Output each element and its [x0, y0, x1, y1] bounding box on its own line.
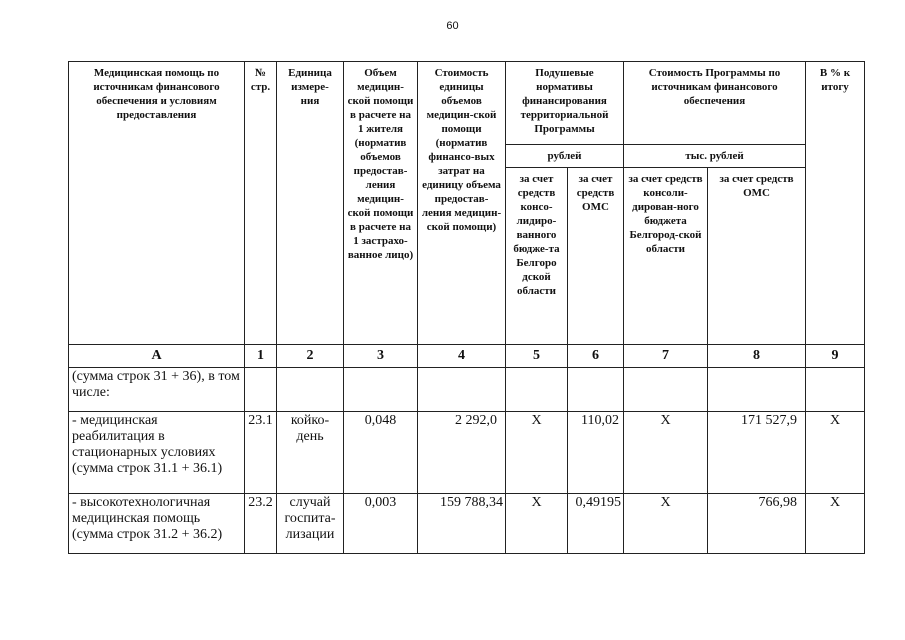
row-name: (сумма строк 31 + 36), в том числе:: [69, 368, 245, 412]
header-col-3: Объем медицин-ской помощи в расчете на 1 жителя (норматив объемов предостав-ления медицин-ской помощи в расчете на 1 застрахо-ванное лицо): [344, 62, 418, 345]
column-number: 4: [418, 345, 506, 368]
column-number: 3: [344, 345, 418, 368]
table-row: [69, 368, 865, 412]
header-col-5: за счет средств консо-лидиро-ванного бюдже-та Белгоро дской области: [506, 168, 568, 345]
header-col-7: за счет средств консоли-дирован-ного бюджета Белгород-ской области: [624, 168, 708, 345]
row-total-budget: Х: [624, 412, 708, 494]
header-col-6: за счет средств ОМС: [568, 168, 624, 345]
header-col-a: Медицинская помощь по источникам финансового обеспечения и условиям предоставления: [69, 62, 245, 345]
row-line-number: 23.1: [245, 412, 277, 494]
header-col-8: за счет средств ОМС: [708, 168, 806, 345]
row-volume: 0,003: [344, 494, 418, 554]
row-volume: [344, 368, 418, 412]
header-col-1: № стр.: [245, 62, 277, 345]
row-percent: Х: [806, 494, 865, 554]
row-total-budget: Х: [624, 494, 708, 554]
row-per-capita-oms: 110,02: [568, 412, 624, 494]
row-per-capita-budget: Х: [506, 494, 568, 554]
row-percent: [806, 368, 865, 412]
row-name: - медицинская реабилитация в стационарных условиях (сумма строк 31.1 + 36.1): [69, 412, 245, 494]
column-number: А: [69, 345, 245, 368]
row-unit: койко-день: [277, 412, 344, 494]
row-cost: 2 292,0: [418, 412, 506, 494]
header-col-4: Стоимость единицы объемов медицин-ской помощи (норматив финансо-вых затрат на единицу объема предостав-ления медицин-ской помощи): [418, 62, 506, 345]
column-number: 9: [806, 345, 865, 368]
row-per-capita-budget: Х: [506, 412, 568, 494]
row-line-number: [245, 368, 277, 412]
row-unit: [277, 368, 344, 412]
row-percent: Х: [806, 412, 865, 494]
row-name: - высокотехнологичная медицинская помощь (сумма строк 31.2 + 36.2): [69, 494, 245, 554]
column-number-row: [69, 345, 865, 368]
header-col-9: В % к итогу: [806, 62, 865, 345]
row-per-capita-budget: [506, 368, 568, 412]
column-number: 7: [624, 345, 708, 368]
table-row: [69, 412, 865, 494]
row-volume: 0,048: [344, 412, 418, 494]
column-number: 5: [506, 345, 568, 368]
page-number: 60: [446, 20, 459, 32]
column-number: 6: [568, 345, 624, 368]
row-cost: 159 788,34: [418, 494, 506, 554]
table-row: [69, 494, 865, 554]
column-number: 2: [277, 345, 344, 368]
header-unit-rubles: рублей: [506, 145, 624, 168]
row-unit: случай госпита-лизации: [277, 494, 344, 554]
row-line-number: 23.2: [245, 494, 277, 554]
financing-table: [68, 61, 865, 554]
header-group-per-capita: Подушевые нормативы финансирования территориальной Программы: [506, 62, 624, 145]
column-number: 8: [708, 345, 806, 368]
header-group-cost: Стоимость Программы по источникам финансового обеспечения: [624, 62, 806, 145]
header-row-top: [69, 62, 865, 145]
row-total-budget: [624, 368, 708, 412]
column-number: 1: [245, 345, 277, 368]
header-col-2: Единица измере-ния: [277, 62, 344, 345]
row-total-oms: 171 527,9: [708, 412, 806, 494]
row-per-capita-oms: [568, 368, 624, 412]
row-total-oms: 766,98: [708, 494, 806, 554]
row-per-capita-oms: 0,49195: [568, 494, 624, 554]
row-cost: [418, 368, 506, 412]
header-unit-thousand-rubles: тыс. рублей: [624, 145, 806, 168]
row-total-oms: [708, 368, 806, 412]
